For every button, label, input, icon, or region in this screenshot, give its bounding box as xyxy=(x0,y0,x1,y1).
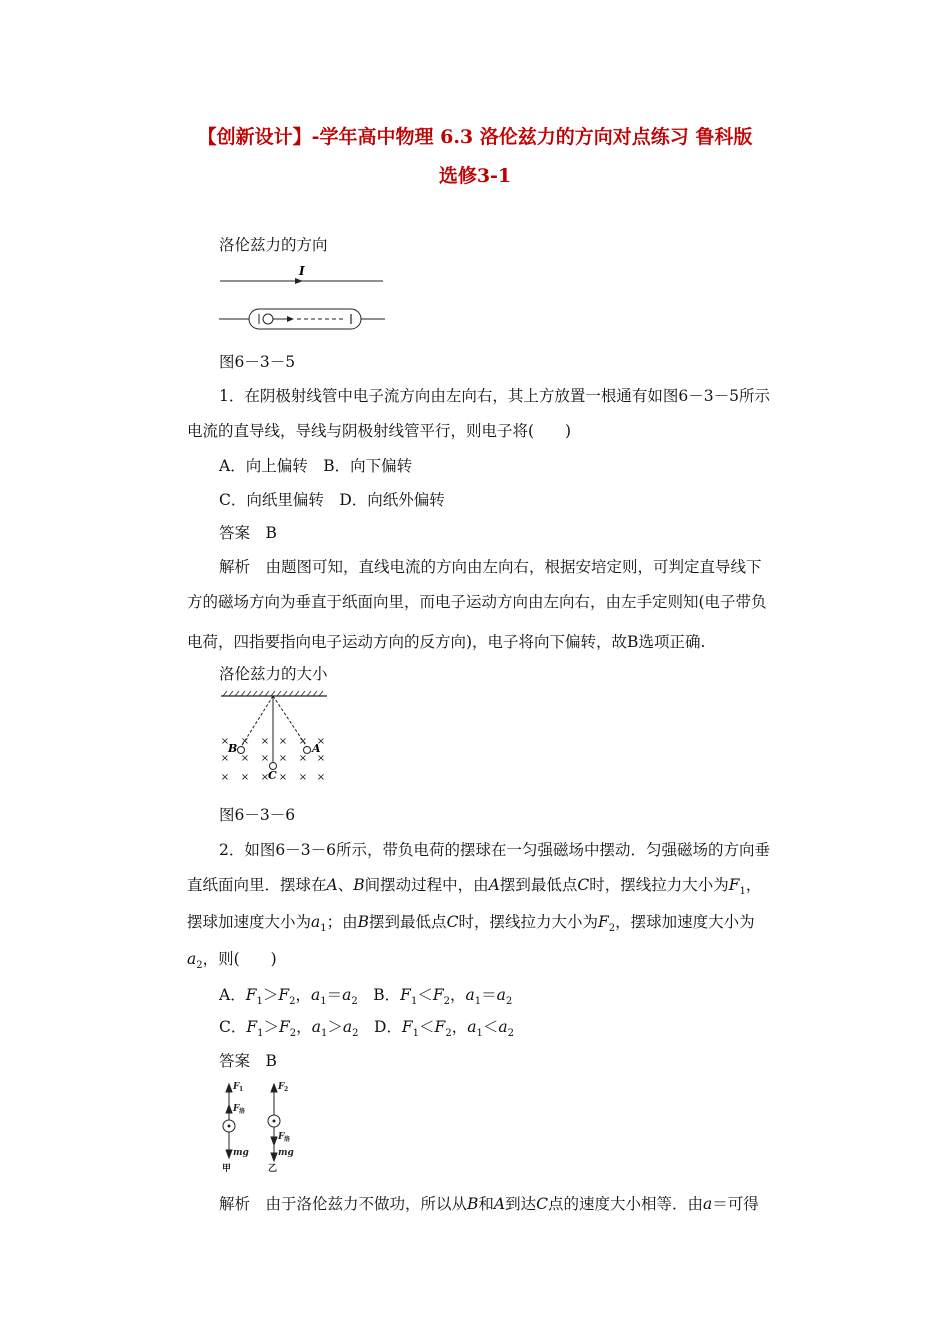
current-label: I xyxy=(299,264,305,278)
svg-text:×: × xyxy=(298,736,308,747)
svg-text:F: F xyxy=(233,1104,240,1114)
svg-text:×: × xyxy=(240,736,250,747)
label-c: C xyxy=(268,769,277,782)
svg-text:F: F xyxy=(233,1082,240,1092)
svg-text:×: × xyxy=(260,736,270,747)
section-heading-direction: 洛伦兹力的方向 xyxy=(219,236,328,254)
figure-force-diagrams xyxy=(212,1075,307,1180)
question1-line2: 电流的直导线，导线与阴极射线管平行，则电子将( ) xyxy=(187,422,572,440)
svg-text:×: × xyxy=(240,753,250,764)
question2-options-cd: C．$F_1>F_2$，$a_1>a_2$ D．$F_1<F_2$，$a_1<a_2$ xyxy=(219,1018,514,1040)
question2-analysis-line1: 解析 由于洛伦兹力不做功，所以从B和A到达C点的速度大小相等．由a＝可得 xyxy=(219,1195,759,1213)
question2-line3: 摆球加速度大小为$a_1$；由B摆到最低点C时，摆线拉力大小为$F_2$，摆球加速度大小为 xyxy=(187,913,755,935)
label-b: B xyxy=(228,742,238,755)
svg-text:×: × xyxy=(220,753,230,764)
svg-text:F: F xyxy=(278,1132,285,1142)
svg-text:×: × xyxy=(298,753,308,764)
question1-analysis-line3: 电荷，四指要指向电子运动方向的反方向)，电子将向下偏转，故B选项正确. xyxy=(187,633,706,651)
svg-text:×: × xyxy=(260,772,270,783)
svg-text:×: × xyxy=(278,772,288,783)
doc-title-line2: 选修3-1 xyxy=(438,165,512,187)
figure-caption-636: 图6－3－6 xyxy=(219,806,296,824)
question1-options-cd: C．向纸里偏转 D．向纸外偏转 xyxy=(219,491,445,509)
figure-pendulum-field xyxy=(215,688,340,788)
svg-text:×: × xyxy=(220,736,230,747)
svg-text:1: 1 xyxy=(239,1086,244,1093)
question1-line1: 1．在阴极射线管中电子流方向由左向右，其上方放置一根通有如图6－3－5所示 xyxy=(219,387,770,405)
current-arrow xyxy=(295,278,303,284)
question2-line4: $a_2$，则( ) xyxy=(187,950,277,972)
svg-text:×: × xyxy=(240,772,250,783)
svg-text:洛: 洛 xyxy=(239,1108,246,1115)
section-heading-magnitude: 洛伦兹力的大小 xyxy=(219,665,328,683)
figure-caption-635: 图6－3－5 xyxy=(219,353,296,371)
svg-text:×: × xyxy=(278,753,288,764)
question1-answer: 答案 B xyxy=(219,524,277,542)
question1-options-ab: A．向上偏转 B．向下偏转 xyxy=(219,457,413,475)
figure-wire-cathode-tube xyxy=(215,262,390,337)
label-a: A xyxy=(312,742,321,755)
question1-analysis-line1: 解析 由题图可知，直线电流的方向由左向右，根据安培定则，可判定直导线下 xyxy=(219,558,762,576)
svg-text:×: × xyxy=(278,736,288,747)
svg-text:2: 2 xyxy=(284,1086,289,1093)
question2-options-ab: A．$F_1>F_2$，$a_1=a_2$ B．$F_1<F_2$，$a_1=a_2$ xyxy=(219,986,513,1008)
svg-text:×: × xyxy=(298,772,308,783)
question1-analysis-line2: 方的磁场方向为垂直于纸面向里，而电子运动方向由左向右，由左手定则知(电子带负 xyxy=(187,593,767,611)
electron-arrow xyxy=(287,316,294,322)
svg-text:×: × xyxy=(260,753,270,764)
svg-text:洛: 洛 xyxy=(284,1136,291,1143)
question2-line1: 2．如图6－3－6所示，带负电荷的摆球在一匀强磁场中摆动．匀强磁场的方向垂 xyxy=(219,841,770,859)
svg-text:×: × xyxy=(316,736,326,747)
svg-text:mg: mg xyxy=(278,1148,294,1158)
question2-answer: 答案 B xyxy=(219,1052,277,1070)
svg-text:甲: 甲 xyxy=(222,1164,232,1174)
doc-title-line1: 【创新设计】-学年高中物理 6.3 洛伦兹力的方向对点练习 鲁科版 xyxy=(197,126,753,148)
svg-text:×: × xyxy=(220,772,230,783)
svg-text:乙: 乙 xyxy=(268,1164,278,1174)
svg-text:mg: mg xyxy=(233,1148,249,1158)
svg-text:F: F xyxy=(278,1082,285,1092)
svg-text:×: × xyxy=(316,753,326,764)
question2-line2: 直纸面向里．摆球在A、B间摆动过程中，由A摆到最低点C时，摆线拉力大小为$F_1$， xyxy=(187,876,762,898)
svg-text:×: × xyxy=(316,772,326,783)
